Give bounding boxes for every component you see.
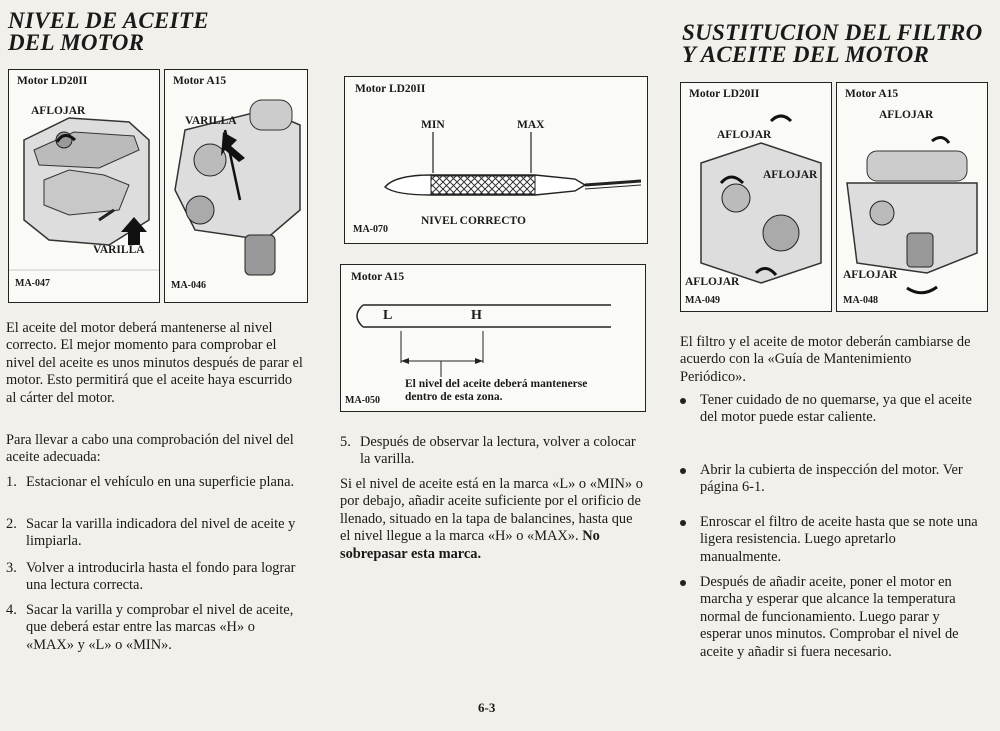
list-item xyxy=(680,392,980,427)
max-mark-label: MAX xyxy=(517,119,545,131)
zone-note-line-2: dentro de esta zona. xyxy=(405,391,503,403)
min-mark-label: MIN xyxy=(421,119,445,131)
list-number: 2. xyxy=(6,516,17,532)
zone-note-line-1: El nivel del aceite deberá mantenerse xyxy=(405,378,588,390)
engine-illustration-icon xyxy=(165,70,307,302)
figure-code: MA-047 xyxy=(15,278,50,289)
callout-aflojar: AFLOJAR xyxy=(31,105,86,117)
list-text: Sacar la varilla y comprobar el nivel de aceite, que deberá estar entre las marcas «H» o «MAX» y «L» o «MIN». xyxy=(26,602,294,653)
high-mark-label: H xyxy=(471,308,482,323)
correct-level-caption: NIVEL CORRECTO xyxy=(421,215,526,227)
page-number: 6-3 xyxy=(478,700,496,715)
figure-dipstick-ld20ii xyxy=(344,76,648,244)
callout-aflojar: AFLOJAR xyxy=(843,269,898,281)
section-heading-right xyxy=(682,22,983,66)
figure-engine-a15 xyxy=(164,69,308,303)
callout-aflojar: AFLOJAR xyxy=(879,109,934,121)
heading-line-2: DEL MOTOR xyxy=(8,30,145,55)
list-item xyxy=(680,462,980,497)
list-number: 1. xyxy=(6,474,17,490)
filter-intro-paragraph: El filtro y el aceite de motor deberán cambiarse de acuerdo con la «Guía de Mantenimiento Periódico». xyxy=(680,334,971,385)
list-number: 3. xyxy=(6,560,17,576)
figure-title: Motor LD20II xyxy=(689,88,760,100)
figure-dipstick-a15 xyxy=(340,264,646,412)
refill-warning: No sobrepasar esta marca. xyxy=(340,528,600,562)
heading-line-2: Y ACEITE DEL MOTOR xyxy=(682,42,930,67)
list-text: Abrir la cubierta de inspección del motor. Ver página 6-1. xyxy=(700,462,963,496)
figure-filter-ld20ii xyxy=(680,82,832,312)
list-number: 4. xyxy=(6,602,17,618)
list-item xyxy=(6,474,306,491)
figure-title: Motor LD20II xyxy=(355,83,426,95)
figure-filter-a15 xyxy=(836,82,988,312)
figure-code: MA-048 xyxy=(843,295,878,306)
callout-aflojar: AFLOJAR xyxy=(763,169,818,181)
bullet-icon xyxy=(680,398,686,404)
instruction-paragraph: Para llevar a cabo una comprobación del nivel del aceite adecuada: xyxy=(6,432,294,466)
figure-engine-ld20ii xyxy=(8,69,160,303)
intro-paragraph: El aceite del motor deberá mantenerse al nivel correcto. El mejor momento para comprobar el nivel del aceite es unos minutos después de parar el motor. Esto permitirá que el aceite haya escurrido al cárter del motor. xyxy=(6,320,303,406)
list-item xyxy=(340,434,644,469)
figure-title: Motor LD20II xyxy=(17,75,88,87)
callout-aflojar: AFLOJAR xyxy=(717,129,772,141)
figure-code: MA-050 xyxy=(345,395,380,406)
list-number: 5. xyxy=(340,434,351,450)
list-text: Sacar la varilla indicadora del nivel de aceite y limpiarla. xyxy=(26,516,296,550)
refill-text: Si el nivel de aceite está en la marca «L» o «MIN» o por debajo, añadir aceite suficiente por el orificio de llenado, situado en la tapa de balancines, hasta que el nivel llegue a la marca «H» o «MAX». xyxy=(340,476,643,545)
list-text: Volver a introducirla hasta el fondo para lograr una lectura correcta. xyxy=(26,560,296,594)
heading-line-1: NIVEL DE ACEITE xyxy=(8,8,209,33)
list-item xyxy=(6,560,306,595)
list-text: Después de observar la lectura, volver a colocar la varilla. xyxy=(360,434,636,468)
figure-code: MA-049 xyxy=(685,295,720,306)
refill-paragraph xyxy=(340,476,644,563)
list-text: Enroscar el filtro de aceite hasta que se note una ligera resistencia. Luego apretarlo manualmente. xyxy=(700,514,978,565)
list-text: Tener cuidado de no quemarse, ya que el aceite del motor puede estar caliente. xyxy=(700,392,972,426)
figure-title: Motor A15 xyxy=(173,75,227,87)
figure-title: Motor A15 xyxy=(351,271,405,283)
callout-varilla: VARILLA xyxy=(185,115,237,127)
list-text: Estacionar el vehículo en una superficie plana. xyxy=(26,474,295,490)
list-item xyxy=(6,602,306,654)
heading-line-1: SUSTITUCION DEL FILTRO xyxy=(682,20,983,45)
list-item xyxy=(680,514,980,566)
list-text: Después de añadir aceite, poner el motor en marcha y esperar que alcance la temperatura normal de funcionamiento. Luego parar y esperar unos minutos. Comprobar el nivel de aceite y añadir si fuera necesario. xyxy=(700,574,959,660)
figure-code: MA-046 xyxy=(171,280,206,291)
list-item xyxy=(680,574,980,661)
callout-varilla: VARILLA xyxy=(93,244,145,256)
figure-code: MA-070 xyxy=(353,224,388,235)
section-heading-left xyxy=(8,10,209,54)
bullet-icon xyxy=(680,468,686,474)
bullet-icon xyxy=(680,520,686,526)
list-item xyxy=(6,516,306,551)
bullet-icon xyxy=(680,580,686,586)
low-mark-label: L xyxy=(383,308,393,323)
callout-aflojar: AFLOJAR xyxy=(685,276,740,288)
figure-title: Motor A15 xyxy=(845,88,899,100)
